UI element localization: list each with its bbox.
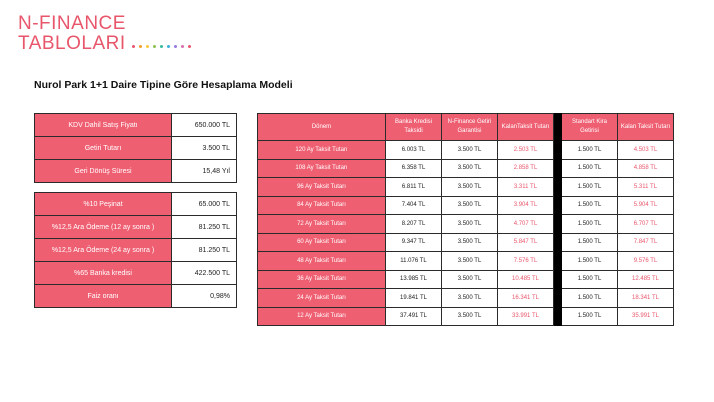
remaining-installment-cell: 3.904 TL bbox=[498, 196, 554, 215]
guarantee-cell: 3.500 TL bbox=[442, 307, 498, 326]
summary-value: 3.500 TL bbox=[172, 137, 237, 160]
header-period: Dönem bbox=[258, 114, 386, 141]
bank-installment-cell: 6.358 TL bbox=[386, 159, 442, 178]
table-row bbox=[258, 289, 674, 308]
standard-rent-cell: 1.500 TL bbox=[562, 159, 618, 178]
column-gap bbox=[554, 270, 562, 289]
bank-installment-cell: 6.003 TL bbox=[386, 141, 442, 160]
logo-dot bbox=[160, 45, 163, 48]
column-gap bbox=[554, 141, 562, 160]
remaining-installment-2-cell: 6.707 TL bbox=[618, 215, 674, 234]
bank-installment-cell: 7.404 TL bbox=[386, 196, 442, 215]
logo-dot bbox=[174, 45, 177, 48]
summary-label: KDV Dahil Satış Fiyatı bbox=[35, 114, 172, 137]
header-remaining-installment: KalanTaksit Tutarı bbox=[498, 114, 554, 141]
remaining-installment-cell: 5.847 TL bbox=[498, 233, 554, 252]
summary-label: Getiri Tutarı bbox=[35, 137, 172, 160]
payment-table-header-row bbox=[258, 114, 674, 141]
column-gap bbox=[554, 196, 562, 215]
column-gap bbox=[554, 215, 562, 234]
summary-row bbox=[35, 216, 237, 239]
guarantee-cell: 3.500 TL bbox=[442, 215, 498, 234]
bank-installment-cell: 13.985 TL bbox=[386, 270, 442, 289]
summary-spacer bbox=[35, 183, 237, 193]
column-gap bbox=[554, 307, 562, 326]
period-cell: 60 Ay Taksit Tutarı bbox=[258, 233, 386, 252]
header-standard-rent: Standart Kira Getirisi bbox=[562, 114, 618, 141]
summary-value: 65.000 TL bbox=[172, 193, 237, 216]
summary-row bbox=[35, 114, 237, 137]
column-gap bbox=[554, 159, 562, 178]
guarantee-cell: 3.500 TL bbox=[442, 159, 498, 178]
period-cell: 96 Ay Taksit Tutarı bbox=[258, 178, 386, 197]
summary-row bbox=[35, 193, 237, 216]
remaining-installment-cell: 16.341 TL bbox=[498, 289, 554, 308]
summary-label: %10 Peşinat bbox=[35, 193, 172, 216]
period-cell: 84 Ay Taksit Tutarı bbox=[258, 196, 386, 215]
logo-line-1: N-FINANCE bbox=[18, 13, 126, 34]
table-row bbox=[258, 252, 674, 271]
summary-label: Faiz oranı bbox=[35, 285, 172, 308]
summary-row bbox=[35, 285, 237, 308]
bank-installment-cell: 37.491 TL bbox=[386, 307, 442, 326]
guarantee-cell: 3.500 TL bbox=[442, 252, 498, 271]
guarantee-cell: 3.500 TL bbox=[442, 233, 498, 252]
summary-value: 650.000 TL bbox=[172, 114, 237, 137]
summary-value: 15,48 Yıl bbox=[172, 160, 237, 183]
header-remaining-installment-2: Kalan Taksit Tutarı bbox=[618, 114, 674, 141]
remaining-installment-2-cell: 5.904 TL bbox=[618, 196, 674, 215]
period-cell: 36 Ay Taksit Tutarı bbox=[258, 270, 386, 289]
summary-row bbox=[35, 239, 237, 262]
period-cell: 48 Ay Taksit Tutarı bbox=[258, 252, 386, 271]
summary-value: 81.250 TL bbox=[172, 216, 237, 239]
table-row bbox=[258, 307, 674, 326]
guarantee-cell: 3.500 TL bbox=[442, 178, 498, 197]
guarantee-cell: 3.500 TL bbox=[442, 289, 498, 308]
logo-dot bbox=[139, 45, 142, 48]
standard-rent-cell: 1.500 TL bbox=[562, 215, 618, 234]
guarantee-cell: 3.500 TL bbox=[442, 270, 498, 289]
column-gap bbox=[554, 178, 562, 197]
bank-installment-cell: 9.347 TL bbox=[386, 233, 442, 252]
remaining-installment-2-cell: 35.991 TL bbox=[618, 307, 674, 326]
summary-table bbox=[34, 113, 237, 308]
remaining-installment-2-cell: 12.485 TL bbox=[618, 270, 674, 289]
standard-rent-cell: 1.500 TL bbox=[562, 307, 618, 326]
page-title: Nurol Park 1+1 Daire Tipine Göre Hesaplama Modeli bbox=[34, 79, 293, 91]
remaining-installment-cell: 4.707 TL bbox=[498, 215, 554, 234]
remaining-installment-2-cell: 4.858 TL bbox=[618, 159, 674, 178]
remaining-installment-cell: 7.576 TL bbox=[498, 252, 554, 271]
guarantee-cell: 3.500 TL bbox=[442, 196, 498, 215]
remaining-installment-2-cell: 4.503 TL bbox=[618, 141, 674, 160]
period-cell: 108 Ay Taksit Tutarı bbox=[258, 159, 386, 178]
remaining-installment-cell: 33.991 TL bbox=[498, 307, 554, 326]
table-row bbox=[258, 178, 674, 197]
remaining-installment-2-cell: 7.847 TL bbox=[618, 233, 674, 252]
summary-value: 0,98% bbox=[172, 285, 237, 308]
summary-label: %12,5 Ara Ödeme (12 ay sonra ) bbox=[35, 216, 172, 239]
column-gap bbox=[554, 233, 562, 252]
logo-dot bbox=[146, 45, 149, 48]
summary-label: Geri Dönüş Süresi bbox=[35, 160, 172, 183]
standard-rent-cell: 1.500 TL bbox=[562, 289, 618, 308]
remaining-installment-2-cell: 18.341 TL bbox=[618, 289, 674, 308]
logo-line-2-wrap bbox=[18, 34, 191, 54]
header-bank-installment: Banka Kredisi Taksidi bbox=[386, 114, 442, 141]
logo-dot bbox=[167, 45, 170, 48]
summary-value: 422.500 TL bbox=[172, 262, 237, 285]
table-row bbox=[258, 215, 674, 234]
summary-row bbox=[35, 137, 237, 160]
summary-spacer-cell bbox=[35, 183, 237, 193]
summary-row bbox=[35, 160, 237, 183]
column-gap bbox=[554, 114, 562, 141]
bank-installment-cell: 19.841 TL bbox=[386, 289, 442, 308]
header-guarantee: N-Finance Getiri Garantisi bbox=[442, 114, 498, 141]
remaining-installment-2-cell: 5.311 TL bbox=[618, 178, 674, 197]
logo-dot bbox=[181, 45, 184, 48]
standard-rent-cell: 1.500 TL bbox=[562, 196, 618, 215]
logo-dot bbox=[188, 45, 191, 48]
remaining-installment-cell: 10.485 TL bbox=[498, 270, 554, 289]
bank-installment-cell: 11.076 TL bbox=[386, 252, 442, 271]
period-cell: 24 Ay Taksit Tutarı bbox=[258, 289, 386, 308]
remaining-installment-cell: 3.311 TL bbox=[498, 178, 554, 197]
logo-line-2: TABLOLARI bbox=[18, 33, 126, 54]
table-row bbox=[258, 196, 674, 215]
summary-label: %12,5 Ara Ödeme (24 ay sonra ) bbox=[35, 239, 172, 262]
bank-installment-cell: 8.207 TL bbox=[386, 215, 442, 234]
summary-label: %65 Banka kredisi bbox=[35, 262, 172, 285]
remaining-installment-cell: 2.858 TL bbox=[498, 159, 554, 178]
remaining-installment-2-cell: 9.576 TL bbox=[618, 252, 674, 271]
guarantee-cell: 3.500 TL bbox=[442, 141, 498, 160]
logo-dots bbox=[132, 45, 191, 48]
brand-logo bbox=[18, 14, 191, 54]
column-gap bbox=[554, 252, 562, 271]
column-gap bbox=[554, 289, 562, 308]
bank-installment-cell: 6.811 TL bbox=[386, 178, 442, 197]
period-cell: 72 Ay Taksit Tutarı bbox=[258, 215, 386, 234]
standard-rent-cell: 1.500 TL bbox=[562, 141, 618, 160]
table-row bbox=[258, 233, 674, 252]
table-row bbox=[258, 159, 674, 178]
logo-dot bbox=[153, 45, 156, 48]
table-row bbox=[258, 270, 674, 289]
standard-rent-cell: 1.500 TL bbox=[562, 178, 618, 197]
period-cell: 12 Ay Taksit Tutarı bbox=[258, 307, 386, 326]
table-row bbox=[258, 141, 674, 160]
standard-rent-cell: 1.500 TL bbox=[562, 252, 618, 271]
payment-table bbox=[257, 113, 674, 326]
logo-dot bbox=[132, 45, 135, 48]
standard-rent-cell: 1.500 TL bbox=[562, 270, 618, 289]
summary-row bbox=[35, 262, 237, 285]
summary-value: 81.250 TL bbox=[172, 239, 237, 262]
standard-rent-cell: 1.500 TL bbox=[562, 233, 618, 252]
remaining-installment-cell: 2.503 TL bbox=[498, 141, 554, 160]
period-cell: 120 Ay Taksit Tutarı bbox=[258, 141, 386, 160]
